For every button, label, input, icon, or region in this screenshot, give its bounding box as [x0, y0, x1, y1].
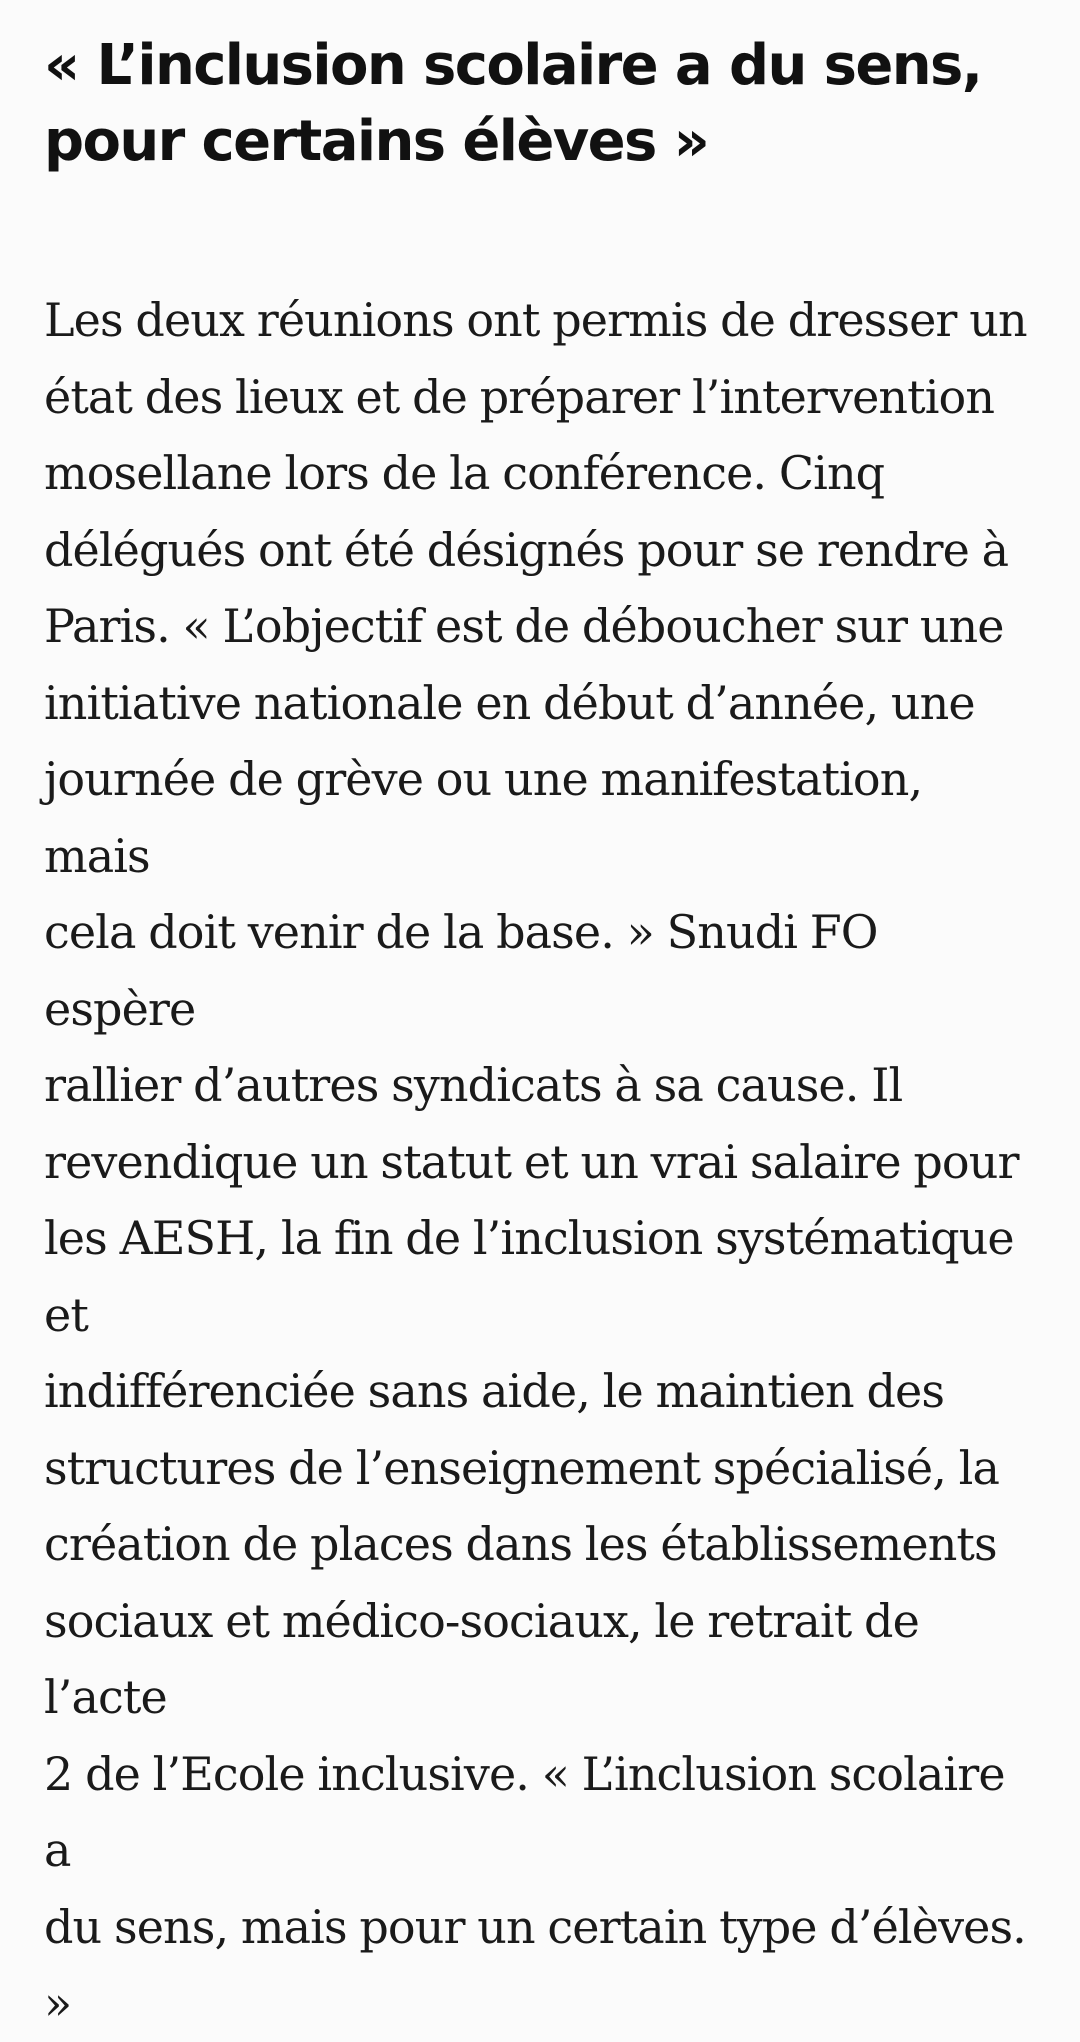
article-body: Les deux réunions ont permis de dresser un état des lieux et de préparer l’intervention mosellane lors de la conférence. Cinq délégués ont été désignés pour se rendre à Paris. « L’objectif est de déboucher sur une initiative nationale en début d’année, une journée de grève ou une manifestation, mais cela doit venir de la base. » Snudi FO espère rallier d’autres syndicats à sa cause. Il revendique un statut et un vrai salaire pour les AESH, la fin de l’inclusion systématique et indifférenciée sans aide, le maintien des structures de l’enseignement spécialisé, la création de places dans les établissements sociaux et médico-sociaux, le retrait de l’acte 2 de l’Ecole inclusive. « L’inclusion scolaire a du sens, mais pour un certain type d’élèves. »	[44, 293, 1027, 2030]
article-headline: « L’inclusion scolaire a du sens, pour certains élèves »	[44, 33, 982, 174]
